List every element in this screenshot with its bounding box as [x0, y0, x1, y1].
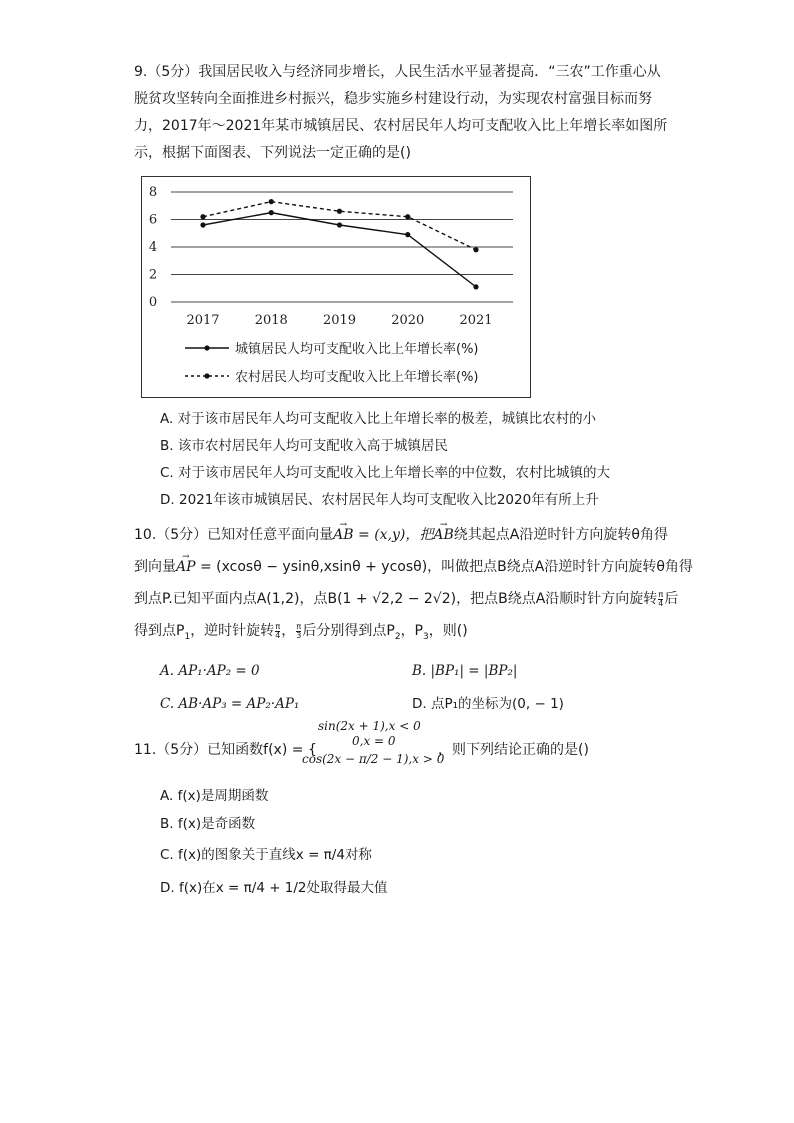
legend-urban: [185, 338, 479, 357]
fraction-pi-over-3: [296, 623, 301, 640]
q9-option-d: D. 2021年该市城镇居民、农村居民年人均可支配收入比2020年有所上升: [160, 492, 599, 508]
q11-option-b: B. f(x)是奇函数: [160, 816, 256, 832]
urban-point: [473, 284, 478, 289]
urban-point: [200, 222, 205, 227]
q11-option-d: D. f(x)在x = π/4 + 1/2处取得最大值: [160, 880, 388, 896]
y-tick-label: 4: [148, 240, 158, 255]
chart-canvas: [141, 176, 531, 398]
q11-case-1: sin(2x + 1),x < 0: [318, 719, 421, 733]
q11-option-c: C. f(x)的图象关于直线x = π/4对称: [160, 847, 372, 863]
q9-line-2: 脱贫攻坚转向全面推进乡村振兴，稳步实施乡村建设行动，为实现农村富强目标而努: [134, 91, 652, 107]
frac-den: 4: [275, 630, 281, 640]
q10-line-1: [134, 525, 668, 545]
q11-case-3: cos(2x − π/2 − 1),x > 0: [302, 752, 445, 766]
q9-line-1: 9.（5分）我国居民收入与经济同步增长，人民生活水平显著提高．“三农”工作重心从: [134, 64, 661, 80]
fraction-pi-over-4: [275, 623, 280, 640]
q9-line-3: 力，2017年～2021年某市城镇居民、农村居民年人均可支配收入比上年增长率如图所: [134, 118, 668, 134]
legend-urban-label: 城镇居民人均可支配收入比上年增长率(%): [235, 342, 479, 357]
q11-option-a: A. f(x)是周期函数: [160, 788, 269, 804]
vector-ab: → AB: [333, 525, 353, 545]
rural-point: [200, 214, 205, 219]
x-tick-label: 2021: [459, 313, 493, 328]
q9-line-4: 示，根据下面图表、下列说法一定正确的是(): [134, 145, 411, 161]
q10-text: 10.（5分）已知对任意平面向量: [134, 527, 334, 543]
y-tick-label: 6: [148, 212, 158, 228]
urban-point: [269, 210, 274, 215]
vector-ab: → AB: [433, 525, 453, 545]
q11-line-1-tail: ，则下列结论正确的是(): [438, 742, 589, 758]
q10-text: ，则(): [428, 623, 468, 639]
x-tick-label: 2020: [391, 313, 425, 328]
q9-option-a: A. 对于该市居民年人均可支配收入比上年增长率的极差，城镇比农村的小: [160, 411, 597, 427]
rural-point: [473, 247, 478, 252]
q10-text: 后分别得到点P: [302, 623, 395, 639]
y-tick-label: 0: [148, 295, 158, 310]
subscript: 1: [184, 631, 191, 642]
legend-rural-label: 农村居民人均可支配收入比上年增长率(%): [235, 370, 479, 385]
q10-math: = (x,y)，把: [353, 527, 434, 543]
legend-rural: [185, 366, 479, 385]
x-tick-label: 2018: [254, 313, 288, 328]
legend-urban-swatch: [185, 343, 229, 353]
y-tick-label: 8: [148, 185, 158, 200]
q10-line-4: [134, 621, 468, 647]
y-tick-label: 2: [148, 267, 158, 283]
q10-text: ，: [281, 623, 296, 639]
legend-rural-swatch: [185, 371, 229, 381]
q9-option-b: B. 该市农村居民年人均可支配收入高于城镇居民: [160, 438, 448, 454]
frac-num: π: [275, 621, 281, 631]
q10-line-2: [134, 557, 693, 577]
q10-text: = (xcosθ − ysinθ,xsinθ + ycosθ)，叫做把点B绕点A沿逆时针方向旋转θ角得: [195, 559, 693, 575]
urban-point: [405, 232, 410, 237]
chart-frame: [142, 177, 531, 398]
q10-text: 后: [664, 591, 679, 607]
q10-option-b: B. |BP₁| = |BP₂|: [412, 663, 518, 679]
q11-text: 11.（5分）已知函数f(x) = {: [134, 742, 317, 758]
q10-text: 绕其起点A沿逆时针方向旋转θ角得: [453, 527, 668, 543]
rural-point: [337, 209, 342, 214]
q10-line-3: [134, 589, 678, 609]
q10-option-d: D. 点P₁的坐标为(0, − 1): [412, 696, 564, 712]
q10-option-a: A. AP₁·AP₂ = 0: [160, 663, 260, 679]
subscript: 2: [394, 631, 401, 642]
q10-option-c: C. AB·AP₃ = AP₂·AP₁: [160, 696, 300, 712]
q11-case-2: 0,x = 0: [352, 734, 396, 748]
subscript: 3: [423, 631, 429, 642]
frac-num: π: [658, 589, 664, 599]
q9-option-c: C. 对于该市居民年人均可支配收入比上年增长率的中位数，农村比城镇的大: [160, 465, 611, 481]
q10-text: 到向量: [134, 559, 176, 575]
frac-den: 4: [658, 598, 664, 608]
vector-ap: → AP: [176, 557, 196, 577]
urban-point: [337, 222, 342, 227]
frac-num: π: [296, 621, 302, 631]
q10-text: ，P: [400, 623, 424, 639]
growth-rate-chart: [141, 176, 531, 398]
q11-line-1: [134, 740, 317, 760]
rural-point: [269, 199, 274, 204]
q10-text: 得到点P: [134, 623, 185, 639]
frac-den: 3: [296, 630, 302, 640]
fraction-pi-over-4: [658, 591, 663, 608]
rural-point: [405, 214, 410, 219]
q10-text: 到点P.已知平面内点A(1,2)，点B(1 + √2,2 − 2√2)，把点B绕点A沿顺时针方向旋转: [134, 591, 658, 607]
q10-text: ，逆时针旋转: [190, 623, 275, 639]
x-tick-label: 2019: [322, 313, 357, 328]
x-tick-label: 2017: [186, 313, 220, 328]
